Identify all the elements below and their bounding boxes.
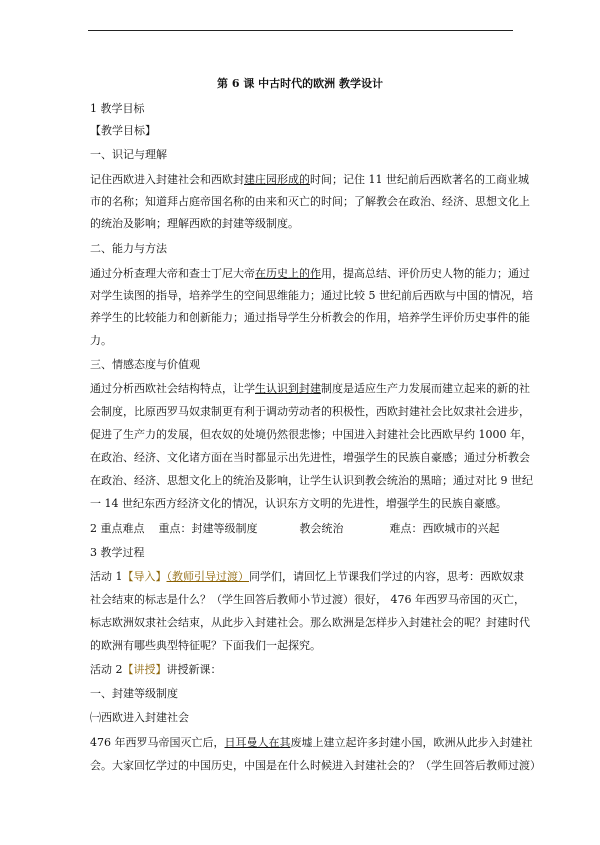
section-heading-process: 3 教学过程: [90, 546, 145, 559]
subheading-objectives: 【教学目标】: [90, 124, 156, 137]
paragraph-line: 的统治及影响；理解西欧的封建等级制度。: [90, 217, 299, 230]
activity-tag: 【讲授】: [122, 663, 167, 676]
heading-emotion: 三、情感态度与价值观: [90, 358, 200, 371]
subheading-feudal-entry: ㈠西欧进入封建社会: [90, 711, 189, 724]
paragraph-line: 会。大家回忆学过的中国历史，中国是在什么时候进入封建社会的？（学生回答后教师过渡）: [90, 759, 541, 772]
paragraph-line: 活动 1【导入】（教师引导过渡）同学们，请回忆上节课我们学过的内容，思考：西欧奴隶: [90, 570, 524, 583]
heading-knowledge: 一、识记与理解: [90, 148, 167, 161]
paragraph-line: 在政治、经济、思想文化上的统治及影响，让学生认识到教会统治的黑暗；通过对比 9 世纪: [90, 474, 533, 487]
heading-ability: 二、能力与方法: [90, 242, 167, 255]
key-point-2: 教会统治: [299, 522, 344, 535]
underlined-text: （教师引导过渡）: [166, 570, 249, 583]
key-points-label: 2 重点难点: [90, 522, 145, 535]
paragraph-line: 标志欧洲奴隶社会结束，从此步入封建社会。那么欧洲是怎样步入封建社会的呢？封建时代: [90, 616, 530, 629]
paragraph-line: 记住西欧进入封建社会和西欧封建庄园形成的时间；记住 11 世纪前后西欧著名的工商业城: [90, 173, 529, 186]
difficulty-point: 难点：西欧城市的兴起: [389, 522, 500, 535]
paragraph-line: 活动 2【讲授】讲授新课：: [90, 663, 222, 676]
header-rule: [88, 30, 513, 31]
activity-tag: 【导入】: [122, 570, 167, 583]
paragraph-line: 市的名称；知道拜占庭帝国名称的由来和灭亡的时间；了解教会在政治、经济、思想文化上: [90, 195, 530, 208]
subheading-hierarchy: 一、封建等级制度: [90, 687, 178, 700]
underlined-text: 建庄园形成的: [244, 173, 310, 186]
underlined-text: 日耳曼人在其: [224, 736, 291, 749]
paragraph-line: 通过分析查理大帝和查士丁尼大帝在历史上的作用，提高总结、评价历史人物的能力；通过: [90, 267, 530, 280]
paragraph-line: 一 14 世纪东西方经济文化的情况，认识东方文明的先进性，增强学生的民族自豪感。: [90, 497, 507, 510]
paragraph-line: 会制度，比原西罗马奴隶制更有利于调动劳动者的积极性，西欧封建社会比奴隶社会进步，: [90, 405, 530, 418]
paragraph-line: 力。: [90, 334, 112, 347]
section-heading-objectives: 1 教学目标: [90, 102, 145, 115]
paragraph-line: 的欧洲有哪些典型特征呢？下面我们一起探究。: [90, 639, 321, 652]
key-point-1: 重点：封建等级制度: [158, 522, 258, 535]
paragraph-line: 养学生的比较能力和创新能力；通过指导学生分析教会的作用，培养学生评价历史事件的能: [90, 311, 530, 324]
key-points-line: [90, 521, 500, 537]
paragraph-line: 促进了生产力的发展，但农奴的处境仍然很悲惨；中国进入封建社会比西欧早约 1000 年，: [90, 428, 532, 441]
paragraph-line: 社会结束的标志是什么？（学生回答后教师小节过渡）很好， 476 年西罗马帝国的灭亡，: [90, 593, 525, 606]
underlined-text: 在历史上的作: [255, 267, 321, 280]
underlined-text: 生认识到封建: [255, 382, 321, 395]
page-title: 第 6 课 中古时代的欧洲 教学设计: [217, 77, 383, 90]
paragraph-line: 476 年西罗马帝国灭亡后，日耳曼人在其废墟上建立起许多封建小国，欧洲从此步入封建社: [90, 736, 533, 749]
paragraph-line: 在政治、经济、文化诸方面在当时都显示出先进性，增强学生的民族自豪感；通过分析教会: [90, 451, 530, 464]
paragraph-line: 对学生读图的指导，培养学生的空间思维能力；通过比较 5 世纪前后西欧与中国的情况，培: [90, 289, 533, 302]
paragraph-line: 通过分析西欧社会结构特点，让学生认识到封建制度是适应生产力发展而建立起来的新的社: [90, 382, 530, 395]
